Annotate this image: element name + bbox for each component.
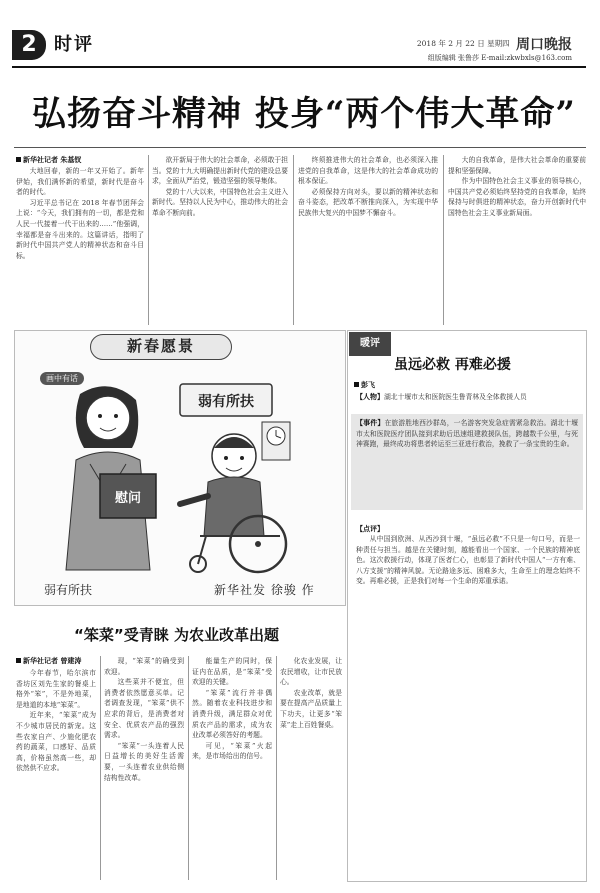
sign-board bbox=[180, 384, 272, 416]
person-label: 【人物】 bbox=[356, 393, 384, 401]
cartoon-caption: 弱有所扶 bbox=[44, 583, 93, 597]
column-divider bbox=[276, 656, 277, 880]
lead-column-2 bbox=[152, 155, 288, 326]
header-rule bbox=[12, 66, 586, 68]
lead-column-4 bbox=[448, 155, 586, 326]
lead-c4-p2: 作为中国特色社会主义事业的领导核心，中国共产党必须始终坚持党的自我革命，始终保持与时俱进的精神状态，奋力开创新时代中国特色社会主义事业新局面。 bbox=[448, 177, 586, 217]
cartoon-illustration bbox=[30, 364, 330, 576]
sub-c1-p1: 今年春节，哈尔滨市香坊区刘先生家的餐桌上格外“笨”，不是外地菜，是地道的本地“笨菜”。 bbox=[16, 669, 96, 709]
person-text: 湖北十堰市太和医院医生鲁青林及全体救援人员 bbox=[384, 393, 527, 401]
editors-line: 组版编辑 张鲁莎 E-mail:zkwbxls@163.com bbox=[427, 54, 572, 62]
cartoon-credit: 新华社发 徐骏 作 bbox=[214, 583, 315, 597]
sub-c3-p3: 可见，“笨菜”火起来，是市场给出的信号。 bbox=[192, 741, 272, 761]
box-text: 慰问 bbox=[114, 491, 142, 506]
lead-c2-p1: 欲开新局于伟大的社会革命，必须敢于担当。党的十九大明确提出新时代党的建设总要求，全面从严治党，锻造坚强的领导集体。 bbox=[152, 156, 288, 186]
sub-c1-p2: 近年来，“笨菜”成为不少城市居民的新宠。这些农家自产、少施化肥农药的蔬菜，口感好、品质高，价格虽然高一些，却依然供不应求。 bbox=[16, 711, 96, 773]
comment-byline: 彭飞 bbox=[354, 380, 375, 390]
event-text: 在旅游胜地西沙群岛，一名游客突发急症需紧急救治。湖北十堰市太和医院医疗团队接到求助后迅速组建救援队伍，跨越数千公里，与死神赛跑，最终成功将患者转运至三亚进行救治，挽救了一条宝贵的生命。 bbox=[356, 419, 578, 449]
wheelchair-man-figure bbox=[180, 434, 264, 536]
gift-box bbox=[100, 474, 156, 518]
column-divider bbox=[293, 155, 294, 325]
comment-title: 虽远必救 再难必援 bbox=[394, 357, 511, 373]
cartoon-tag: 画中有话 bbox=[40, 372, 84, 385]
paper-name: 周口晚报 bbox=[516, 37, 572, 53]
lead-c4-p1: 大的自我革命，是伟大社会革命的重要前提和坚强保障。 bbox=[448, 156, 586, 175]
lead-c1-p2: 习近平总书记在 2018 年春节团拜会上说：“今天，我们拥有的一切，都是党和人民一代接着一代干出来的……”他强调，幸福都是奋斗出来的。这篇讲话，指明了新时代中国共产党人的精神状态和奋斗目标。 bbox=[16, 198, 144, 260]
sub-c4-p1: 化农业发展，让农民增收，让市民放心。 bbox=[280, 657, 342, 687]
column-divider bbox=[148, 155, 149, 325]
sub-column-2 bbox=[104, 656, 184, 880]
event-label: 【事件】 bbox=[356, 419, 385, 427]
lead-column-1 bbox=[16, 166, 144, 326]
issue-date: 2018 年 2 月 22 日 星期四 bbox=[416, 39, 510, 48]
lead-column-3 bbox=[298, 155, 438, 326]
sub-c2-p1: 现，“笨菜”的确受到欢迎。 bbox=[104, 657, 184, 676]
comment-label: 【点评】 bbox=[356, 525, 384, 533]
clock-icon bbox=[262, 422, 290, 460]
sub-c2-p2: 这些菜并不便宜，但消费者依然愿意买单。记者调查发现，“笨菜”供不应求的背后，是消费者对安全、优质农产品的强烈需求。 bbox=[104, 678, 184, 740]
sub-column-4 bbox=[280, 656, 342, 880]
column-divider bbox=[188, 656, 189, 880]
lead-byline: 新华社记者 朱基钗 bbox=[16, 155, 81, 165]
sub-column-3 bbox=[192, 656, 272, 880]
column-divider bbox=[100, 656, 101, 880]
comment-text: 从中国到欧洲、从西沙到十堰，“虽远必救”不只是一句口号，而是一种责任与担当。越是在关键时刻，越能看出一个国家、一个民族的精神底色。这次救援行动，体现了医者仁心，也彰显了新时代中国人“一方有难、八方支援”的精神风貌。无论路途多远、困难多大，生命至上的理念始终不变。再难必援，正是我们对每一个生命的郑重承诺。 bbox=[356, 535, 580, 586]
lead-c3-p2: 必须保持方向对头，要以新的精神状态和奋斗姿态，把改革不断推向深入，为实现中华民族伟大复兴的中国梦不懈奋斗。 bbox=[298, 187, 438, 217]
sub-column-1 bbox=[16, 668, 96, 880]
comment-event bbox=[356, 418, 578, 506]
lead-c3-p1: 终须推进伟大的社会革命，也必须深入推进党的自我革命，这是伟大的社会革命成功的根本保证。 bbox=[298, 156, 438, 186]
sign-text: 弱有所扶 bbox=[198, 394, 254, 410]
section-name: 时评 bbox=[54, 34, 94, 55]
sub-c3-p1: 能量生产的同时，保证内在品质，是“笨菜”受欢迎的关键。 bbox=[192, 657, 272, 687]
comment-body bbox=[356, 524, 580, 876]
sub-c2-p3: “笨菜”一头连着人民日益增长的美好生活需要，一头连着农业供给侧结构性改革。 bbox=[104, 741, 184, 782]
page-number-badge: 2 bbox=[12, 30, 46, 60]
lead-c2-p2: 党的十八大以来，中国特色社会主义进入新时代。坚持以人民为中心，推动伟大的社会革命不断向前。 bbox=[152, 187, 288, 217]
sub-c3-p2: “笨菜”流行并非偶然。随着农业科技进步和消费升级，满足群众对优质农产品的需求，成为农业改革必须答好的考题。 bbox=[192, 688, 272, 740]
sub-c4-p2: 农业改革，就是要在提高产品质量上下功夫，让更多“笨菜”走上百姓餐桌。 bbox=[280, 688, 342, 729]
comment-person bbox=[356, 392, 580, 412]
sub-headline: “笨菜”受青睐 为农业改革出题 bbox=[74, 626, 279, 644]
headline-rule bbox=[14, 147, 586, 148]
column-divider bbox=[443, 155, 444, 325]
comment-tag: 暖评 bbox=[349, 332, 391, 356]
lead-c1-p1: 大地回春，新的一年又开始了。新年伊始，我们满怀新的希望，新时代是奋斗者的时代。 bbox=[16, 167, 144, 197]
cartoon-banner: 新春愿景 bbox=[90, 334, 232, 360]
header-meta bbox=[417, 34, 572, 54]
sub-byline: 新华社记者 曾建涛 bbox=[16, 656, 81, 666]
page-headline: 弘扬奋斗精神 投身“两个伟大革命” bbox=[32, 94, 576, 134]
